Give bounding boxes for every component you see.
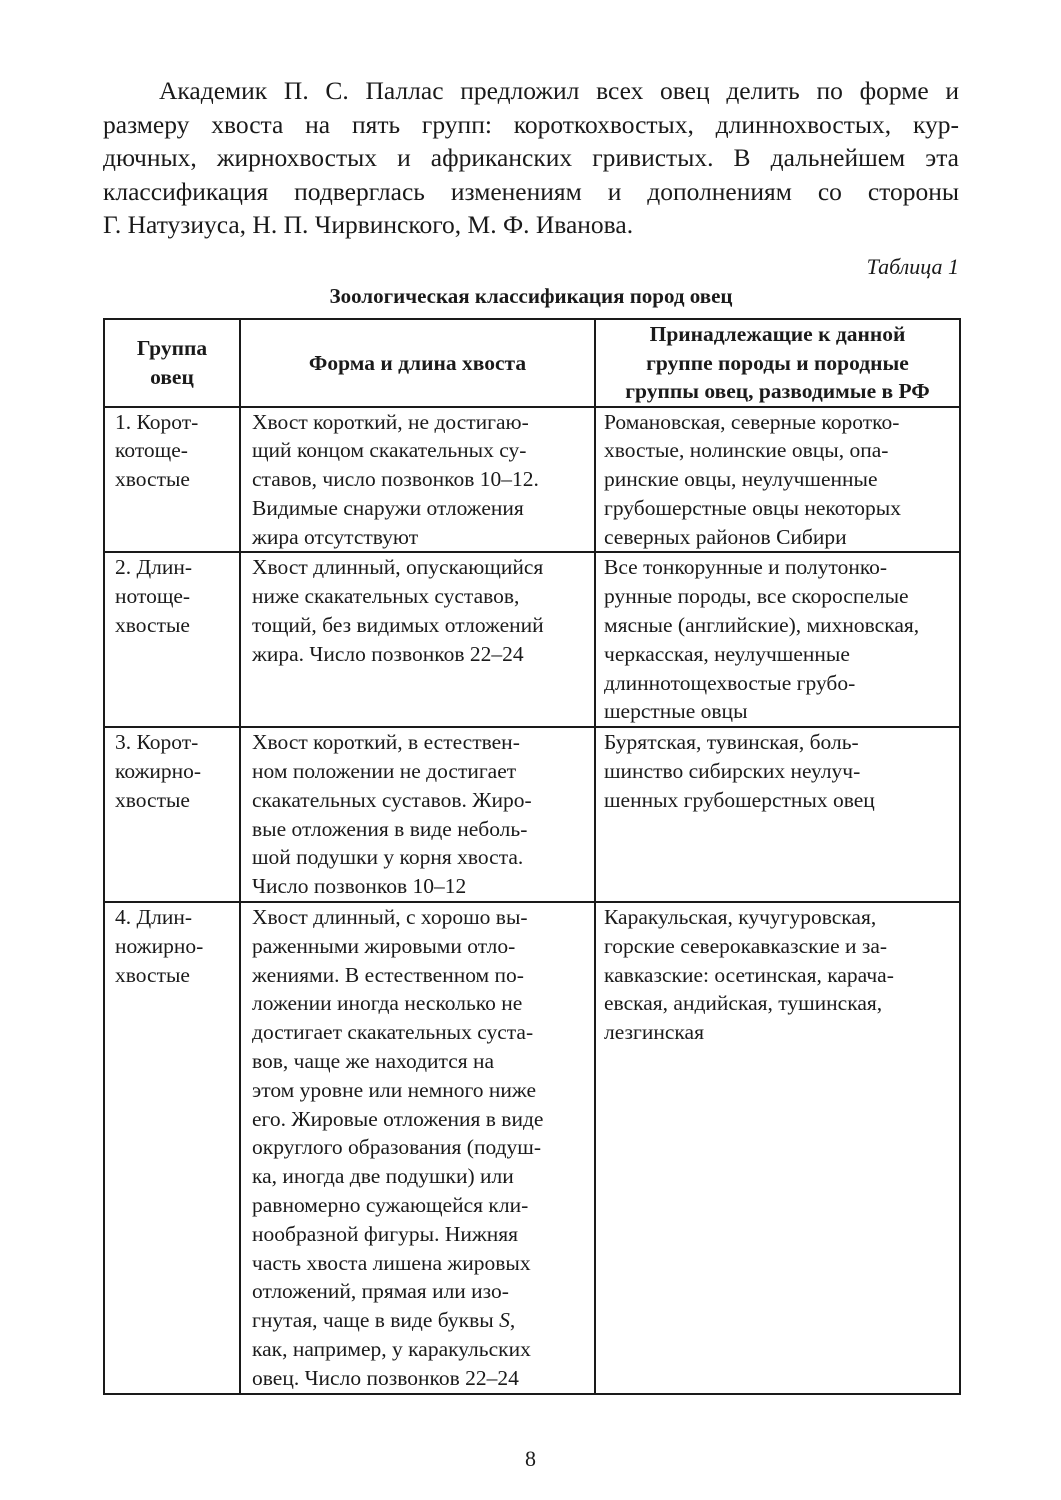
cell-line: вые отложения в виде неболь- [252, 816, 528, 841]
group-cell [104, 902, 240, 1394]
cell-line: Число позвонков 10–12 [252, 874, 467, 899]
header-tail [240, 319, 595, 407]
cell-line: ставов, число позвонков 10–12. [252, 467, 539, 492]
header-line: Группа [136, 336, 208, 361]
cell-line: овец. Число позвонков 22–24 [252, 1365, 519, 1390]
cell-line: Хвост короткий, не достигаю- [252, 409, 529, 434]
header-line: группе породы и породные [646, 350, 909, 375]
cell-line: жира. Число позвонков 22–24 [252, 641, 524, 666]
intro-line: Г. Натузиуса, Н. П. Чирвинского, М. Ф. Иванова. [103, 210, 634, 239]
table-header-row [104, 319, 960, 407]
cell-line: черкасская, неулучшенные [604, 641, 850, 666]
intro-line: классификация подверглась изменениям и дополнениям со стороны [103, 176, 959, 206]
cell-line: хвостые [115, 613, 190, 638]
cell-line: шерстные овцы [604, 699, 748, 724]
tail-cell [240, 407, 595, 553]
cell-line: шой подушки у корня хвоста. [252, 845, 524, 870]
intro-line: Академик П. С. Паллас предложил всех овец делить по форме и [159, 76, 959, 105]
cell-line: достигает скакательных суста- [252, 1020, 534, 1045]
cell-line: ложении иногда несколько не [252, 991, 523, 1016]
classification-table [103, 318, 961, 1395]
cell-line: кавказские: осетинская, карача- [604, 962, 894, 987]
cell-line: вов, чаще же находится на [252, 1049, 495, 1074]
cell-line: грубошерстные овцы некоторых [604, 495, 902, 520]
cell-line: длиннотощехвостые грубо- [604, 670, 856, 695]
cell-line: Каракульская, кучугуровская, [604, 905, 877, 930]
cell-line: Хвост длинный, с хорошо вы- [252, 905, 528, 930]
header-line: Принадлежащие к данной [649, 322, 906, 346]
table-label: Таблица 1 [866, 254, 959, 279]
page-number: 8 [525, 1446, 536, 1471]
table-row [104, 902, 960, 1394]
cell-line: нотоще- [115, 584, 191, 609]
cell-line: тощий, без видимых отложений [252, 613, 544, 638]
cell-line: раженными жировыми отло- [252, 933, 516, 958]
group-cell [104, 407, 240, 553]
tail-cell [240, 552, 595, 727]
tail-cell [240, 902, 595, 1394]
table-row [104, 727, 960, 902]
table-row [104, 552, 960, 727]
italic-letter: S [499, 1308, 510, 1333]
cell-line: Хвост длинный, опускающийся [252, 555, 544, 580]
cell-line: отложений, прямая или изо- [252, 1279, 509, 1304]
breeds-cell [595, 727, 960, 902]
group-cell [104, 552, 240, 727]
cell-line: Все тонкорунные и полутонко- [604, 555, 888, 580]
cell-line: скакательных суставов. Жиро- [252, 787, 532, 812]
cell-line: кожирно- [115, 759, 202, 784]
cell-line: 4. Длин- [115, 905, 193, 930]
cell-line: хвостые [115, 787, 190, 812]
cell-line: округлого образования (подуш- [252, 1135, 542, 1160]
cell-line: котоще- [115, 438, 188, 463]
header-line: овец [150, 364, 194, 389]
cell-line: 2. Длин- [115, 555, 193, 580]
intro-paragraph [103, 74, 959, 242]
cell-line: хвостые, нолинские овцы, опа- [604, 438, 889, 463]
cell-line: ринские овцы, неулучшенные [604, 467, 878, 492]
header-line: Форма и длина хвоста [308, 350, 527, 375]
cell-line: щий концом скакательных су- [252, 438, 527, 463]
cell-line: хвостые [115, 962, 190, 987]
cell-line: жира отсутствуют [252, 524, 419, 549]
cell-line: мясные (английские), михновская, [604, 613, 920, 638]
cell-line: ном положении не достигает [252, 759, 517, 784]
group-cell [104, 727, 240, 902]
cell-line: часть хвоста лишена жировых [252, 1250, 531, 1275]
cell-line: как, например, у каракульских [252, 1337, 531, 1361]
cell-line: ножирно- [115, 933, 204, 958]
cell-line: жениями. В естественном по- [252, 962, 524, 987]
intro-line: дючных, жирнохвостых и африканских гривистых. В дальнейшем эта [103, 143, 959, 172]
cell-line: горские северокавказские и за- [604, 933, 888, 958]
cell-line: хвостые [115, 467, 190, 492]
cell-line: евская, андийская, тушинская, [604, 991, 883, 1016]
cell-line: этом уровне или немного ниже [252, 1077, 537, 1102]
cell-line: Романовская, северные коротко- [604, 409, 900, 434]
cell-line: равномерно сужающейся кли- [252, 1193, 529, 1218]
header-line: группы овец, разводимые в РФ [625, 379, 930, 403]
cell-line: 1. Корот- [115, 409, 199, 434]
cell-line: Бурятская, тувинская, боль- [604, 730, 859, 755]
cell-line: Видимые снаружи отложения [252, 495, 524, 520]
cell-line: Хвост короткий, в естествен- [252, 730, 520, 755]
cell-line: северных районов Сибири [604, 524, 847, 549]
cell-line: его. Жировые отложения в виде [252, 1106, 544, 1131]
cell-line: шинство сибирских неулуч- [604, 759, 861, 784]
header-group [104, 319, 240, 407]
tail-cell [240, 727, 595, 902]
cell-line: ка, иногда две подушки) или [252, 1164, 514, 1189]
table-row [104, 407, 960, 553]
cell-line: ниже скакательных суставов, [252, 584, 520, 609]
cell-line: гнутая, чаще в виде буквы S, [252, 1308, 516, 1333]
header-breeds [595, 319, 960, 407]
cell-line: шенных грубошерстных овец [604, 787, 875, 812]
cell-line: лезгинская [604, 1020, 704, 1045]
intro-line: размеру хвоста на пять групп: короткохвостых, длиннохвостых, кур- [103, 109, 959, 139]
breeds-cell [595, 407, 960, 553]
breeds-cell [595, 902, 960, 1394]
table-title: Зоологическая классификация пород овец [329, 284, 733, 308]
cell-line: рунные породы, все скороспелые [604, 584, 909, 609]
breeds-cell [595, 552, 960, 727]
table-body [104, 407, 960, 1394]
cell-line: 3. Корот- [115, 730, 199, 755]
cell-line: нообразной фигуры. Нижняя [252, 1221, 518, 1246]
